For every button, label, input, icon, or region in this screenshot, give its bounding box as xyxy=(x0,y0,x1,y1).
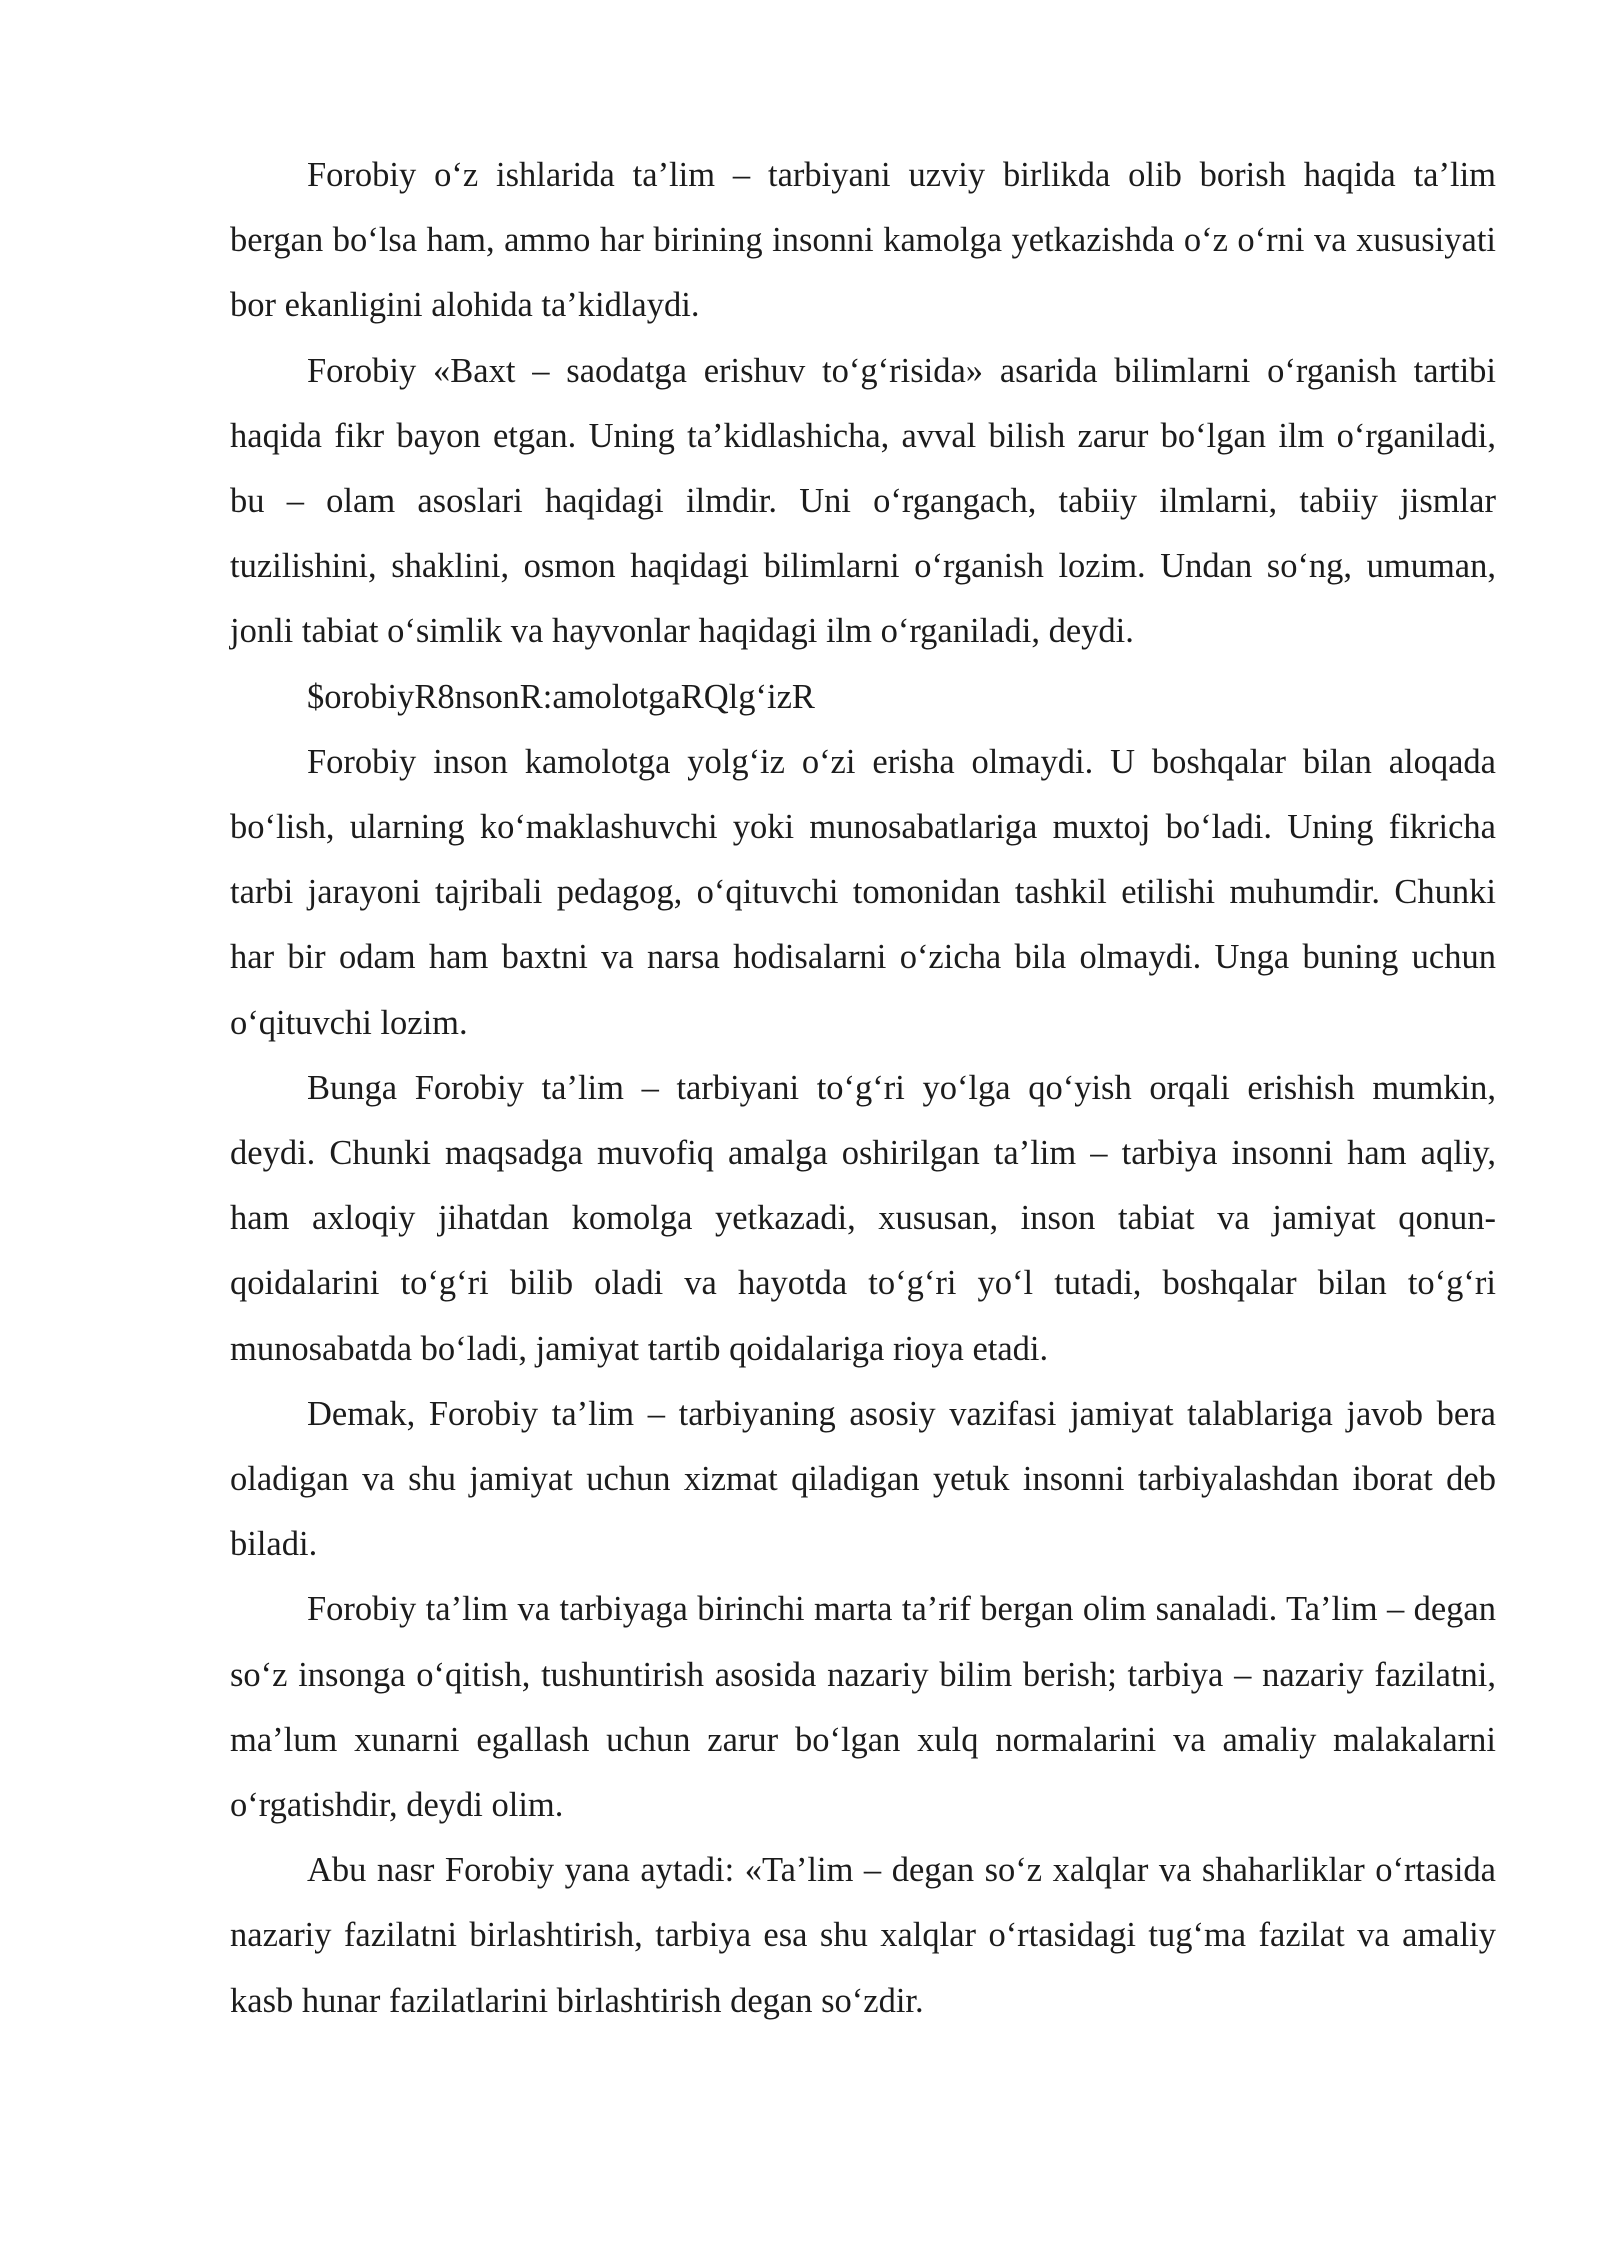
paragraph-4: Bunga Forobiy ta’lim – tarbiyani to‘g‘ri yo‘lga qo‘yish orqali erishish mumkin, deydi. Chunki maqsadga muvofiq amalga oshirilgan ta’lim – tarbiya insonni ham aqliy, ham axloqiy jihatdan komolga yetkazadi, xususan, inson tabiat va jamiyat qonun-qoidalarini to‘g‘ri bilib oladi va hayotda to‘g‘ri yo‘l tutadi, boshqalar bilan to‘g‘ri munosabatda bo‘ladi, jamiyat tartib qoidalariga rioya etadi. xyxy=(230,1068,1496,1368)
paragraph-1: Forobiy o‘z ishlarida ta’lim – tarbiyani uzviy birlikda olib borish haqida ta’lim bergan bo‘lsa ham, ammo har birining insonni kamolga yetkazishda o‘z o‘rni va xususiyati bor ekanligini alohida ta’kidlaydi. xyxy=(230,156,1496,325)
document-body xyxy=(230,143,1496,2034)
paragraph-7: Abu nasr Forobiy yana aytadi: «Ta’lim – degan so‘z xalqlar va shaharliklar o‘rtasida nazariy fazilatni birlashtirish, tarbiya esa shu xalqlar o‘rtasidagi tug‘ma fazilat va amaliy kasb hunar fazilatlarini birlashtirish degan so‘zdir. xyxy=(230,1851,1496,2020)
section-heading: $orobiyR8nsonR:amolotgaRQlg‘izR xyxy=(307,677,815,716)
paragraph-3: Forobiy inson kamolotga yolg‘iz o‘zi erisha olmaydi. U boshqalar bilan aloqada bo‘lish, ularning ko‘maklashuvchi yoki munosabatlariga muxtoj bo‘ladi. Uning fikricha tarbi jarayoni tajribali pedagog, o‘qituvchi tomonidan tashkil etilishi muhumdir. Chunki har bir odam ham baxtni va narsa hodisalarni o‘zicha bila olmaydi. Unga buning uchun o‘qituvchi lozim. xyxy=(230,742,1496,1042)
paragraph-2: Forobiy «Baxt – saodatga erishuv to‘g‘risida» asarida bilimlarni o‘rganish tartibi haqida fikr bayon etgan. Uning ta’kidlashicha, avval bilish zarur bo‘lgan ilm o‘rganiladi, bu – olam asoslari haqidagi ilmdir. Uni o‘rgangach, tabiiy ilmlarni, tabiiy jismlar tuzilishini, shaklini, osmon haqidagi bilimlarni o‘rganish lozim. Undan so‘ng, umuman, jonli tabiat o‘simlik va hayvonlar haqidagi ilm o‘rganiladi, deydi. xyxy=(230,351,1496,651)
paragraph-5: Demak, Forobiy ta’lim – tarbiyaning asosiy vazifasi jamiyat talablariga javob bera oladigan va shu jamiyat uchun xizmat qiladigan yetuk insonni tarbiyalashdan iborat deb biladi. xyxy=(230,1394,1496,1564)
paragraph-6: Forobiy ta’lim va tarbiyaga birinchi marta ta’rif bergan olim sanaladi. Ta’lim – degan so‘z insonga o‘qitish, tushuntirish asosida nazariy bilim berish; tarbiya – nazariy fazilatni, ma’lum xunarni egallash uchun zarur bo‘lgan xulq normalarini va amaliy malakalarni o‘rgatishdir, deydi olim. xyxy=(230,1590,1496,1825)
